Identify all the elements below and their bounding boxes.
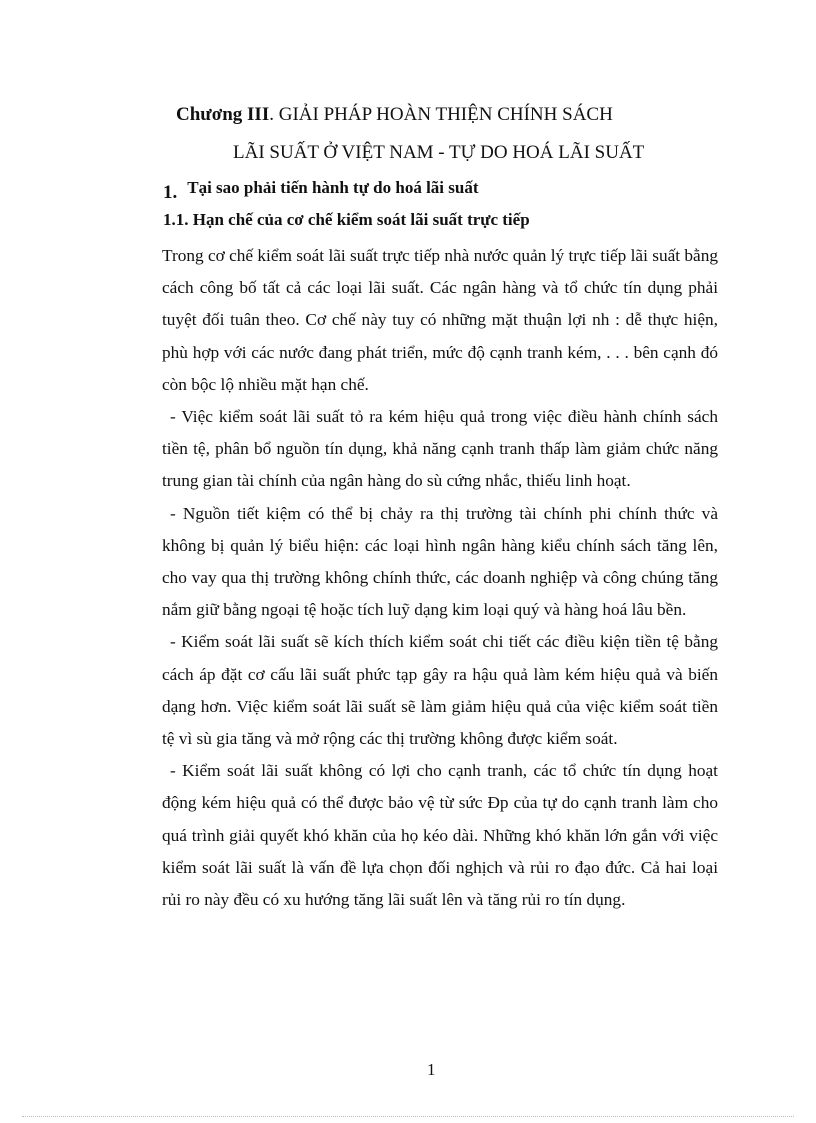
section-heading-1 — [163, 177, 479, 203]
section-number: 1. — [163, 182, 178, 203]
section-heading-text: Tại sao phải tiến hành tự do hoá lãi suất — [187, 178, 479, 197]
page-bottom-divider — [22, 1116, 794, 1117]
chapter-title-line1 — [176, 104, 613, 126]
chapter-label: Chương III — [176, 104, 270, 125]
paragraph-bullet-1: - Việc kiểm soát lãi suất tỏ ra kém hiệu quả trong việc điều hành chính sách tiền tệ, phân bổ nguồn tín dụng, khả năng cạnh tranh thấp làm giảm chức năng trung gian tài chính của ngân hàng do sù cứng nhắc, thiếu linh hoạt. — [162, 407, 718, 491]
paragraph-intro: Trong cơ chế kiểm soát lãi suất trực tiếp nhà nước quản lý trực tiếp lãi suất bằng cách công bố tất cả các loại lãi suất. Các ngân hàng và tổ chức tín dụng phải tuyệt đối tuân theo. Cơ chế này tuy có những mặt thuận lợi nh : dễ thực hiện, phù hợp với các nước đang phát triển, mức độ cạnh tranh kém, . . . bên cạnh đó còn bộc lộ nhiều mặt hạn chế. — [162, 246, 718, 394]
body-text — [162, 240, 718, 916]
chapter-title-line2: LÃI SUẤT Ở VIỆT NAM - TỰ DO HOÁ LÃI SUẤT — [233, 142, 645, 163]
chapter-title-text: . GIẢI PHÁP HOÀN THIỆN CHÍNH SÁCH — [269, 104, 613, 125]
subsection-heading-1-1: 1.1. Hạn chế của cơ chế kiểm soát lãi suất trực tiếp — [163, 210, 530, 229]
paragraph-bullet-3: - Kiểm soát lãi suất sẽ kích thích kiểm soát chi tiết các điều kiện tiền tệ bằng cách áp đặt cơ cấu lãi suất phức tạp gây ra hậu quả làm kém hiệu quả và biến dạng hơn. Việc kiểm soát lãi suất sẽ làm giảm hiệu quả của việc kiểm soát tiền tệ vì sù gia tăng và mở rộng các thị trường không được kiểm soát. — [162, 632, 718, 749]
paragraph-bullet-2: - Nguồn tiết kiệm có thể bị chảy ra thị trường tài chính phi chính thức và không bị quản lý biểu hiện: các loại hình ngân hàng kiểu chính sách tăng lên, cho vay qua thị trường không chính thức, các doanh nghiệp và công chúng tăng nắm giữ bằng ngoại tệ hoặc tích luỹ dạng kim loại quý và hàng hoá lâu bền. — [162, 503, 718, 620]
page-number: 1 — [427, 1060, 436, 1079]
paragraph-bullet-4: - Kiểm soát lãi suất không có lợi cho cạnh tranh, các tổ chức tín dụng hoạt động kém hiệu quả có thể được bảo vệ từ sức Đp của tự do cạnh tranh làm cho quá trình giải quyết khó khăn của họ kéo dài. Những khó khăn lớn gắn với việc kiểm soát lãi suất là vấn đề lựa chọn đối nghịch và rủi ro đạo đức. Cả hai loại rủi ro này đều có xu hướng tăng lãi suất lên và tăng rủi ro tín dụng. — [162, 761, 718, 910]
